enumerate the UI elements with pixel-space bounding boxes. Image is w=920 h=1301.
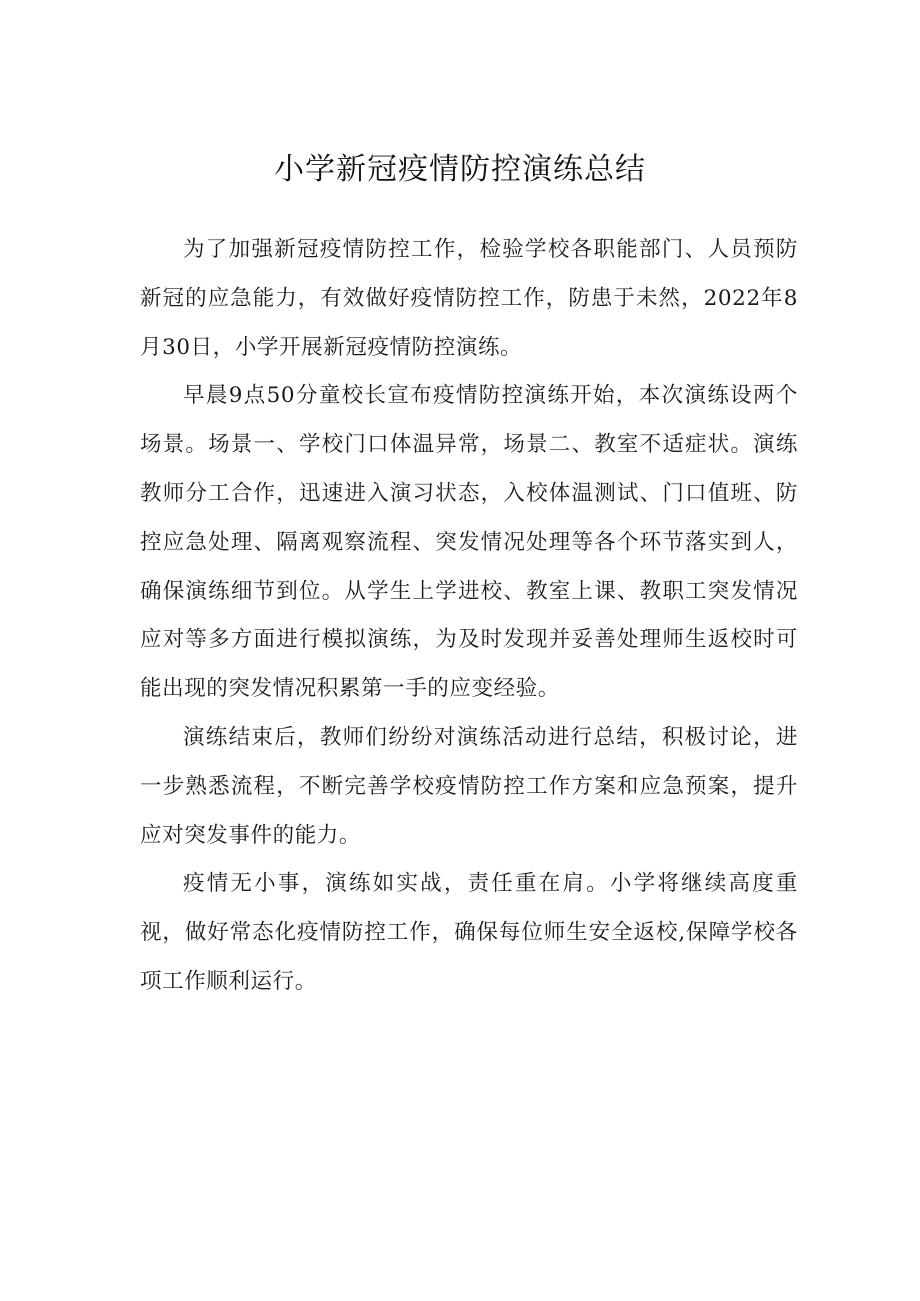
- paragraph-2: 早晨9点50分童校长宣布疫情防控演练开始，本次演练设两个场景。场景一、学校门口体温异常，场景二、教室不适症状。演练教师分工合作，迅速进入演习状态，入校体温测试、门口值班、防控应急处理、隔离观察流程、突发情况处理等各个环节落实到人，确保演练细节到位。从学生上学进校、教室上课、教职工突发情况应对等多方面进行模拟演练，为及时发现并妥善处理师生返校时可能出现的突发情况积累第一手的应变经验。: [140, 383, 798, 702]
- document-body: [140, 226, 798, 1007]
- paragraph-3: 演练结束后，教师们纷纷对演练活动进行总结，积极讨论，进一步熟悉流程，不断完善学校疫情防控工作方案和应急预案，提升应对突发事件的能力。: [140, 724, 798, 848]
- document-title: 小学新冠疫情防控演练总结: [274, 152, 646, 187]
- paragraph-1: 为了加强新冠疫情防控工作，检验学校各职能部门、人员预防新冠的应急能力，有效做好疫情防控工作，防患于未然，2022年8月30日，小学开展新冠疫情防控演练。: [140, 237, 798, 360]
- paragraph-4: 疫情无小事，演练如实战，责任重在肩。小学将继续高度重视，做好常态化疫情防控工作，确保每位师生安全返校,保障学校各项工作顺利运行。: [140, 871, 798, 994]
